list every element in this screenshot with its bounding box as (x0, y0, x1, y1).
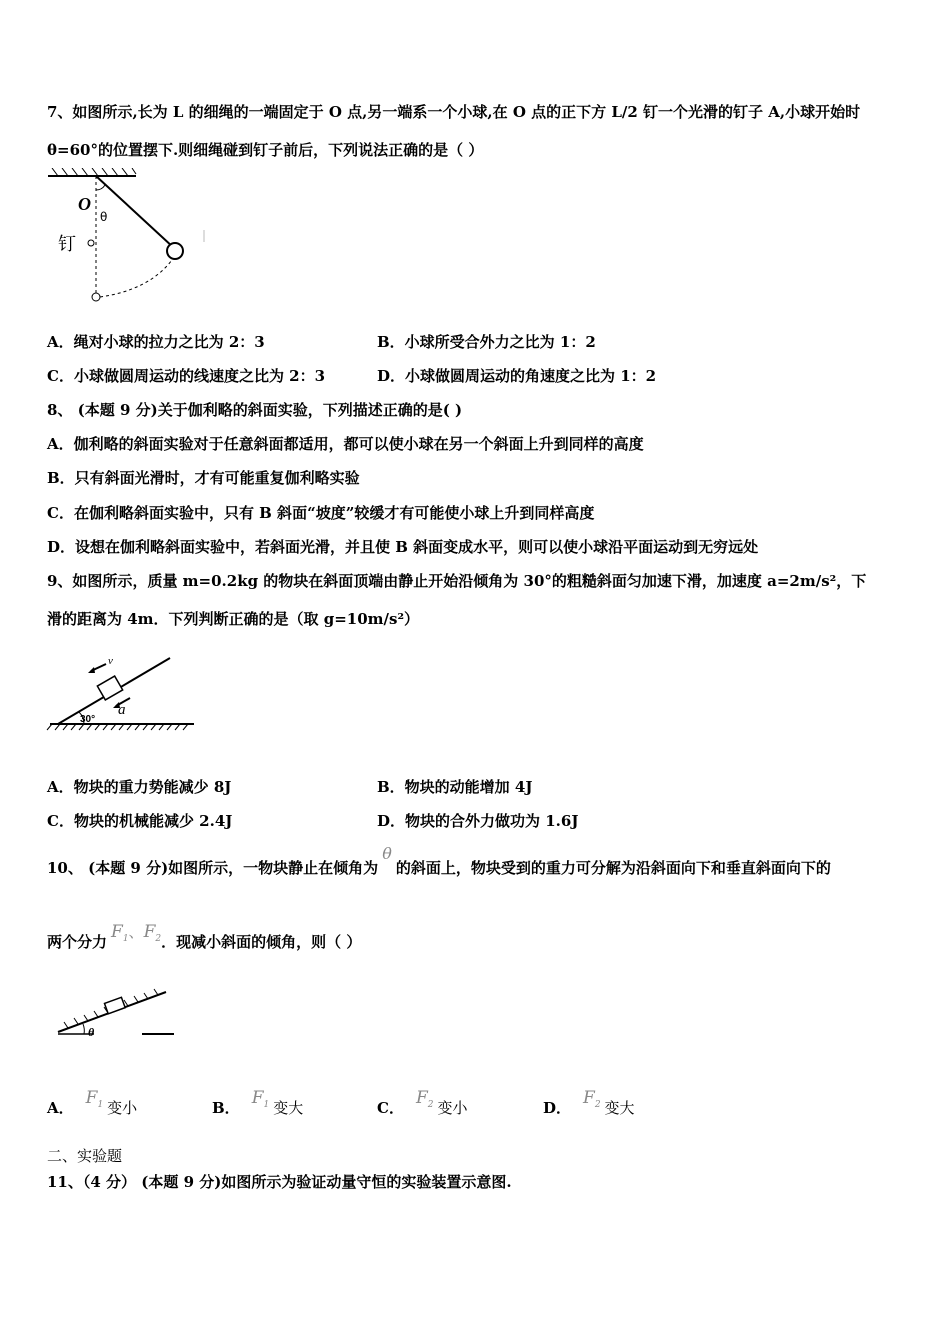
q8-option-a: A．伽利略的斜面实验对于任意斜面都适用，都可以使小球在另一个斜面上升到同样的高度 (47, 435, 644, 453)
q7-fig-label-nail: 钉 (58, 234, 76, 255)
q8-option-b: B．只有斜面光滑时，才有可能重复伽利略实验 (47, 469, 360, 487)
q10-f2-symbol: $F_2$ (143, 922, 162, 944)
q10-incline-figure (54, 982, 180, 1042)
q10-stem-part3: 两个分力 (47, 933, 108, 951)
q7-option-b: B．小球所受合外力之比为 1：2 (377, 333, 596, 351)
q11-stem: 11、（4 分） (本题 9 分)如图所示为验证动量守恒的实验装置示意图. (47, 1173, 512, 1191)
q8-option-c: C．在伽利略斜面实验中，只有 B 斜面“坡度”较缓才有可能使小球上升到同样高度 (47, 504, 595, 522)
q10-stem-part2: 的斜面上，物块受到的重力可分解为沿斜面向下和垂直斜面向下的 (395, 859, 831, 877)
q9-stem-line2: 滑的距离为 4m．下列判断正确的是（取 g=10m/s²） (47, 610, 420, 628)
q9-fig-label-angle: 30° (80, 714, 96, 725)
q9-option-d: D．物块的合外力做功为 1.6J (377, 812, 579, 830)
q7-option-a: A．绳对小球的拉力之比为 2：3 (47, 333, 265, 351)
q10-option-a: A． $F_1$ 变小 (47, 1088, 138, 1117)
q10-option-c: C． $F_2$ 变小 (377, 1088, 468, 1117)
section-heading: 二、实验题 (47, 1147, 123, 1165)
q10-stem-line1 (47, 844, 831, 878)
q9-fig-label-v: v (108, 655, 113, 667)
q7-stem-line1: 7、如图所示,长为 L 的细绳的一端固定于 O 点,另一端系一个小球,在 O 点的正下方 L/2 钉一个光滑的钉子 A,小球开始时 (47, 103, 861, 121)
q9-incline-figure (44, 640, 200, 740)
q7-fig-label-o: O (78, 194, 91, 214)
q8-option-d: D．设想在伽利略斜面实验中，若斜面光滑，并且使 B 斜面变成水平，则可以使小球沿平面运动到无穷远处 (47, 538, 759, 556)
q10-option-b: B． $F_1$ 变大 (212, 1088, 304, 1117)
q10-option-d: D． $F_2$ 变大 (543, 1088, 635, 1117)
q10-stem-part1: 10、 (本题 9 分)如图所示，一物块静止在倾角为 (47, 859, 379, 877)
q7-stem-line2: θ=60°的位置摆下.则细绳碰到钉子前后，下列说法正确的是（ ） (47, 141, 484, 159)
q7-option-c: C．小球做圆周运动的线速度之比为 2：3 (47, 367, 326, 385)
q7-pendulum-figure (44, 168, 214, 308)
q9-fig-label-a: a (118, 702, 126, 718)
q7-fig-label-theta: θ (100, 210, 108, 224)
q9-stem-line1: 9、如图所示，质量 m=0.2kg 的物块在斜面顶端由静止开始沿倾角为 30°的粗糙斜面匀加速下滑，加速度 a=2m/s²，下 (47, 572, 867, 590)
q9-option-a: A．物块的重力势能减少 8J (47, 778, 232, 796)
q10-separator: 、 (128, 923, 144, 941)
q8-stem: 8、 (本题 9 分)关于伽利略的斜面实验，下列描述正确的是( ) (47, 401, 463, 419)
q10-f1-symbol: $F_1$ (111, 922, 129, 944)
q10-stem-part4: ．现减小斜面的倾角，则（ ） (161, 933, 362, 951)
q9-option-c: C．物块的机械能减少 2.4J (47, 812, 233, 830)
q10-theta-symbol: θ (382, 844, 392, 863)
q10-fig-label-theta: θ (88, 1025, 95, 1039)
q7-option-d: D．小球做圆周运动的角速度之比为 1：2 (377, 367, 657, 385)
q9-option-b: B．物块的动能增加 4J (377, 778, 533, 796)
q10-stem-line2 (47, 922, 362, 959)
